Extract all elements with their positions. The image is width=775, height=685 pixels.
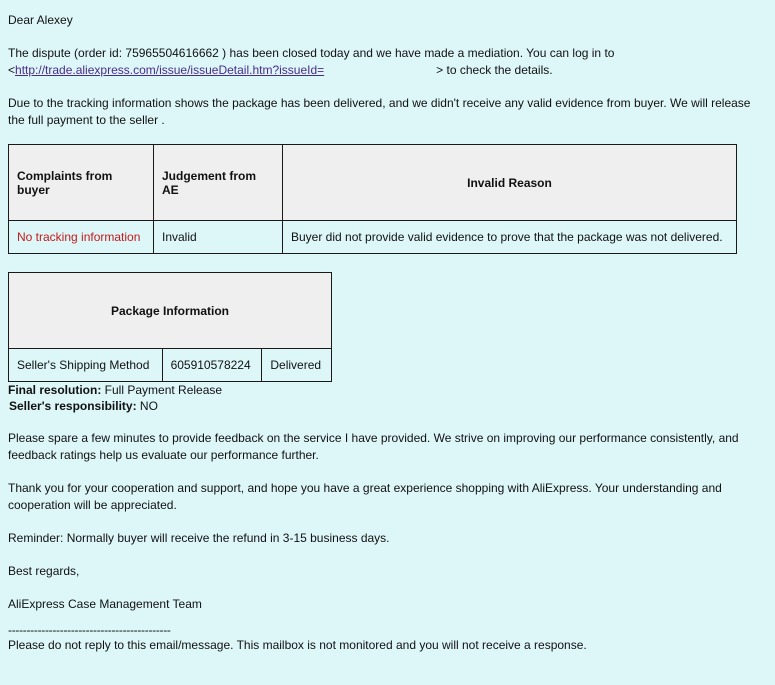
order-id: 75965504616662 [125,46,219,60]
seller-responsibility-value: NO [136,399,158,413]
final-resolution-label: Final resolution: [8,383,102,397]
complaints-header-row [9,145,737,221]
package-header-row [9,273,332,349]
header-package-information: Package Information [9,273,332,349]
decision-paragraph: Due to the tracking information shows the package has been delivered, and we didn't receive any valid evidence from buyer. We will release the full payment to the seller . [8,96,751,127]
final-resolution [8,382,770,398]
complaints-data-row [9,221,737,254]
noreply-notice: Please do not reply to this email/message. This mailbox is not monitored and you will not receive a response. [8,638,587,652]
issue-detail-link[interactable]: http://trade.aliexpress.com/issue/issueDetail.htm?issueId= [15,63,325,77]
team-signature: AliExpress Case Management Team [8,597,202,611]
cell-invalid-reason: Buyer did not provide valid evidence to prove that the package was not delivered. [283,221,737,254]
resolution-block [8,382,770,414]
closing-line: Best regards, [8,564,80,578]
seller-responsibility-label: Seller's responsibility: [9,399,137,413]
cell-shipping-method: Seller's Shipping Method [9,349,163,382]
final-resolution-value: Full Payment Release [101,383,223,397]
email-body [8,12,770,654]
header-complaints-from-buyer: Complaints from buyer [9,145,154,221]
separator-line: -------------------------------------------- [8,623,171,637]
cell-tracking-number: 605910578224 [162,349,262,382]
intro-text-before: The dispute (order id: [8,46,126,60]
header-invalid-reason: Invalid Reason [283,145,737,221]
thanks-paragraph: Thank you for your cooperation and support, and hope you have a great experience shopping with AliExpress. Your understanding and cooperation will be appreciated. [8,481,722,512]
header-judgement-from-ae: Judgement from AE [154,145,283,221]
reminder-paragraph: Reminder: Normally buyer will receive the refund in 3-15 business days. [8,531,390,545]
greeting: Dear Alexey [8,13,73,27]
cell-judgement: Invalid [154,221,283,254]
cell-delivery-status: Delivered [262,349,332,382]
intro-text-after: ) has been closed today and we have made a mediation. You can log in to [218,46,615,60]
dispute-intro [8,45,770,79]
package-data-row [9,349,332,382]
link-close: > to check the details. [436,63,553,77]
feedback-paragraph: Please spare a few minutes to provide feedback on the service I have provided. We strive on improving our performance consistently, and feedback ratings help us evaluate our performance further. [8,431,739,462]
package-table [8,272,332,382]
seller-responsibility [8,398,770,414]
link-open: < [8,63,16,77]
cell-complaint: No tracking information [9,221,154,254]
complaints-table [8,144,737,254]
